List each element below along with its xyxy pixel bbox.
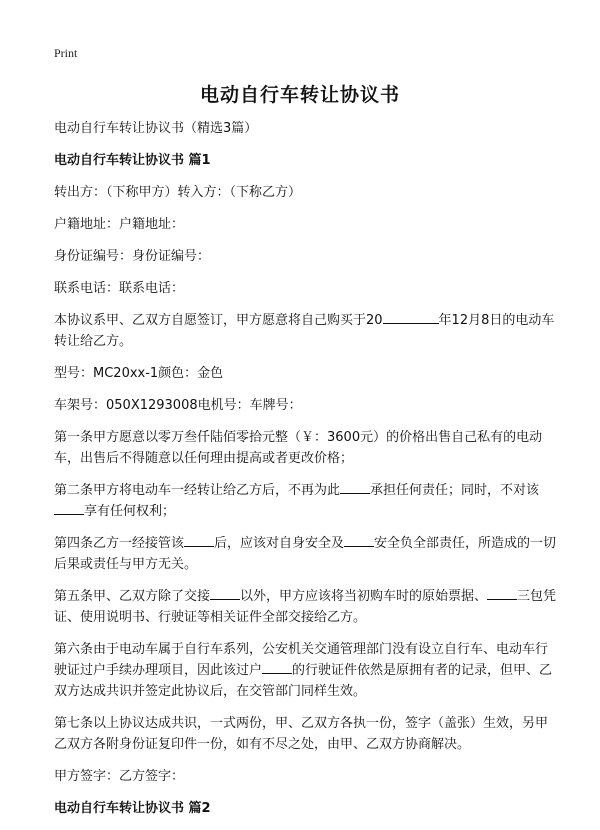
agreement-text-b: 年12月8日的电动车转让给乙方。 bbox=[54, 313, 555, 349]
signature-line: 甲方签字：乙方签字： bbox=[54, 769, 185, 784]
id-line: 身份证编号：身份证编号： bbox=[54, 249, 211, 264]
intro-line: 电动自行车转让协议书（精选3篇） bbox=[54, 121, 258, 136]
article-4 bbox=[54, 533, 560, 575]
article-2 bbox=[54, 480, 560, 522]
agreement-paragraph bbox=[54, 310, 560, 352]
article-4-text-c: 安全负全部责任，所造成的一切后果或责任与甲方无关。 bbox=[54, 536, 557, 572]
model-line: 型号：MC20xx-1颜色：金色 bbox=[54, 366, 224, 381]
article-2-text-a: 第二条甲方将电动车一经转让给乙方后，不再为此 bbox=[54, 483, 341, 498]
blank-year bbox=[383, 311, 439, 324]
article-4-text-a: 第四条乙方一经接管该 bbox=[54, 536, 185, 551]
blank bbox=[184, 534, 214, 547]
agreement-text-a: 本协议系甲、乙双方自愿签订，甲方愿意将自己购买于20 bbox=[54, 313, 383, 328]
address-line: 户籍地址：户籍地址： bbox=[54, 217, 185, 232]
section-heading-1: 电动自行车转让协议书 篇1 bbox=[54, 153, 211, 168]
blank bbox=[344, 534, 374, 547]
article-1: 第一条甲方愿意以零万叁仟陆佰零拾元整（￥：3600元）的价格出售自己私有的电动车，出售后不得随意以任何理由提高或者更改价格； bbox=[54, 430, 543, 466]
frame-line: 车架号：050X1293008电机号：车牌号： bbox=[54, 398, 302, 413]
print-link[interactable]: Print bbox=[54, 46, 78, 60]
article-6-text-a: 第六条由于电动车属于自行车系列，公安机关交通管理部门没有设立自行车、电动车行驶证过户手续办理项目，因此该过户 bbox=[54, 642, 549, 678]
article-6-text-b: 的行驶证件依然是原拥有者的记录，但甲、乙双方达成共识并签定此协议后，在交管部门同样生效。 bbox=[54, 663, 553, 699]
blank bbox=[54, 502, 84, 515]
parties-line: 转出方：（下称甲方）转入方：（下称乙方） bbox=[54, 185, 302, 200]
article-5-text-b: 以外，甲方应该将当初购车时的原始票据、 bbox=[240, 589, 488, 604]
blank bbox=[262, 661, 292, 674]
blank bbox=[487, 587, 517, 600]
document-body bbox=[54, 118, 560, 830]
article-6 bbox=[54, 639, 560, 702]
blank bbox=[340, 481, 370, 494]
article-5-text-c: 三包凭证、使用说明书、行驶证等相关证件全部交接给乙方。 bbox=[54, 589, 557, 625]
article-2-text-c: 享有任何权利； bbox=[84, 504, 176, 519]
section-heading-2: 电动自行车转让协议书 篇2 bbox=[54, 801, 211, 816]
page-title: 电动自行车转让协议书 bbox=[199, 84, 400, 106]
blank bbox=[210, 587, 240, 600]
article-7: 第七条以上协议达成共识，一式两份，甲、乙双方各执一份，签字（盖张）生效，另甲乙双方各附身份证复印件一份，如有不尽之处，由甲、乙双方协商解决。 bbox=[54, 716, 549, 752]
article-5 bbox=[54, 586, 560, 628]
article-4-text-b: 后，应该对自身安全及 bbox=[214, 536, 345, 551]
phone-line: 联系电话：联系电话： bbox=[54, 281, 185, 296]
article-5-text-a: 第五条甲、乙双方除了交接 bbox=[54, 589, 211, 604]
article-2-text-b: 承担任何责任；同时，不对该 bbox=[370, 483, 540, 498]
